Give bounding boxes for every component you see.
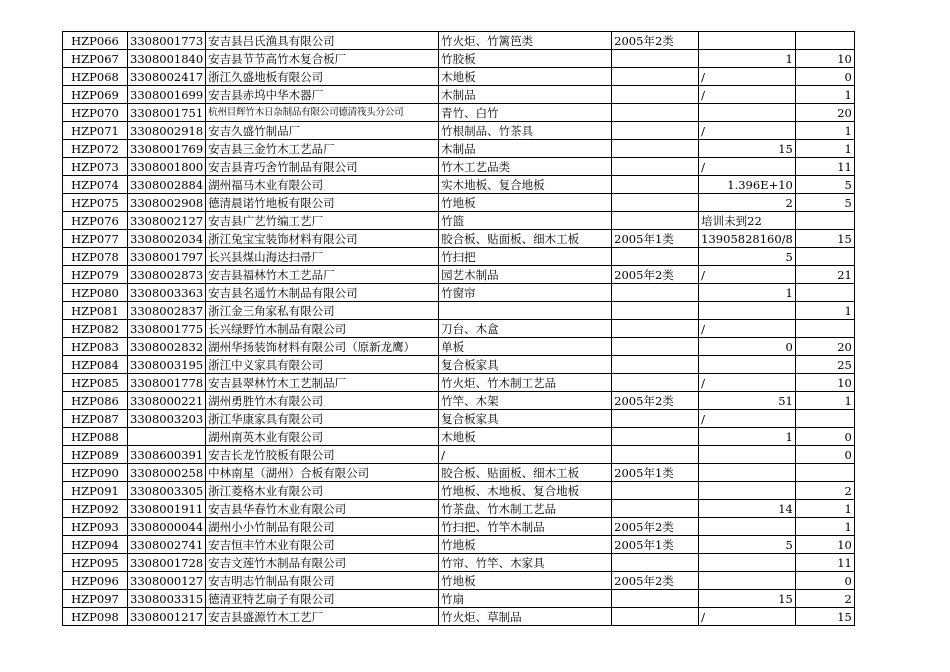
cell-id[interactable]: HZP083	[63, 338, 128, 356]
cell-product[interactable]: 复合板家具	[439, 410, 612, 428]
cell-code[interactable]: 3308001797	[128, 248, 206, 266]
cell-code[interactable]: 3308600391	[128, 446, 206, 464]
cell-name[interactable]: 湖州福马木业有限公司	[206, 176, 439, 194]
cell-e[interactable]: /	[699, 266, 796, 284]
cell-e[interactable]: 14	[699, 500, 796, 518]
cell-product[interactable]: 木制品	[439, 86, 612, 104]
cell-cls[interactable]: 2005年2类	[612, 518, 699, 536]
cell-product[interactable]: 木地板	[439, 428, 612, 446]
cell-id[interactable]: HZP078	[63, 248, 128, 266]
cell-code[interactable]: 3308000221	[128, 392, 206, 410]
table-row	[63, 392, 855, 410]
cell-code[interactable]: 3308002884	[128, 176, 206, 194]
cell-code[interactable]: 3308001769	[128, 140, 206, 158]
cell-f[interactable]	[795, 32, 854, 50]
cell-code[interactable]: 3308001840	[128, 50, 206, 68]
cell-f[interactable]: 2	[795, 482, 854, 500]
table-row	[63, 428, 855, 446]
cell-f[interactable]: 11	[795, 554, 854, 572]
table-row	[63, 338, 855, 356]
table-row	[63, 356, 855, 374]
table-row	[63, 536, 855, 554]
table-row	[63, 158, 855, 176]
cell-product[interactable]: 竹地板	[439, 572, 612, 590]
cell-id[interactable]: HZP071	[63, 122, 128, 140]
cell-name[interactable]: 安吉县华春竹木业有限公司	[206, 500, 439, 518]
cell-e[interactable]: 1.396E+10	[699, 176, 796, 194]
cell-e[interactable]	[699, 554, 796, 572]
table-row	[63, 518, 855, 536]
cell-f[interactable]	[795, 464, 854, 482]
cell-id[interactable]: HZP084	[63, 356, 128, 374]
cell-e[interactable]: /	[699, 68, 796, 86]
cell-cls[interactable]	[612, 68, 699, 86]
cell-cls[interactable]	[612, 608, 699, 626]
cell-id[interactable]: HZP077	[63, 230, 128, 248]
cell-product[interactable]: 竹扫把、竹竿木制品	[439, 518, 612, 536]
cell-cls[interactable]	[612, 446, 699, 464]
cell-e[interactable]	[699, 302, 796, 320]
cell-id[interactable]: HZP074	[63, 176, 128, 194]
cell-product[interactable]: 竹胶板	[439, 50, 612, 68]
cell-code[interactable]: 3308003195	[128, 356, 206, 374]
cell-name[interactable]: 安吉久盛竹制品厂	[206, 122, 439, 140]
cell-f[interactable]: 2	[795, 590, 854, 608]
cell-code[interactable]: 3308001699	[128, 86, 206, 104]
cell-f[interactable]	[795, 410, 854, 428]
cell-id[interactable]: HZP098	[63, 608, 128, 626]
cell-product[interactable]: 青竹、白竹	[439, 104, 612, 122]
cell-code[interactable]: 3308000127	[128, 572, 206, 590]
cell-name[interactable]: 安吉县赤坞中华木器厂	[206, 86, 439, 104]
cell-code[interactable]: 3308001778	[128, 374, 206, 392]
cell-e[interactable]: 15	[699, 140, 796, 158]
cell-code[interactable]: 3308001773	[128, 32, 206, 50]
cell-code[interactable]: 3308002034	[128, 230, 206, 248]
cell-id[interactable]: HZP094	[63, 536, 128, 554]
cell-name[interactable]: 安吉县青巧舍竹制品有限公司	[206, 158, 439, 176]
table-row	[63, 212, 855, 230]
cell-product[interactable]: 竹地板、木地板、复合地板	[439, 482, 612, 500]
table-body	[63, 32, 855, 626]
cell-name[interactable]: 浙江菱格木业有限公司	[206, 482, 439, 500]
cell-code[interactable]: 3308003315	[128, 590, 206, 608]
cell-product[interactable]: 竹地板	[439, 536, 612, 554]
cell-cls[interactable]	[612, 554, 699, 572]
table-row	[63, 572, 855, 590]
cell-e[interactable]	[699, 446, 796, 464]
cell-name[interactable]: 浙江金三角家私有限公司	[206, 302, 439, 320]
cell-code[interactable]: 3308000258	[128, 464, 206, 482]
cell-f[interactable]: 15	[795, 230, 854, 248]
table-row	[63, 590, 855, 608]
cell-f[interactable]: 10	[795, 536, 854, 554]
cell-f[interactable]: 15	[795, 608, 854, 626]
cell-code[interactable]: 3308003305	[128, 482, 206, 500]
cell-cls[interactable]	[612, 122, 699, 140]
table-row	[63, 500, 855, 518]
cell-id[interactable]: HZP088	[63, 428, 128, 446]
cell-cls[interactable]	[612, 248, 699, 266]
cell-code[interactable]: 3308003363	[128, 284, 206, 302]
cell-code[interactable]: 3308001775	[128, 320, 206, 338]
table-row	[63, 482, 855, 500]
cell-cls[interactable]	[612, 50, 699, 68]
cell-e[interactable]: 1	[699, 284, 796, 302]
cell-name[interactable]: 湖州华扬装饰材料有限公司（原新龙鹰）	[206, 338, 439, 356]
cell-id[interactable]: HZP081	[63, 302, 128, 320]
cell-cls[interactable]	[612, 140, 699, 158]
table-row	[63, 464, 855, 482]
table-row	[63, 230, 855, 248]
cell-id[interactable]: HZP092	[63, 500, 128, 518]
cell-code[interactable]: 3308002873	[128, 266, 206, 284]
table-row	[63, 32, 855, 50]
cell-name[interactable]: 安吉县名遥竹木制品有限公司	[206, 284, 439, 302]
cell-product[interactable]: 胶合板、贴面板、细木工板	[439, 464, 612, 482]
cell-product[interactable]: 竹茶盘、竹木制工艺品	[439, 500, 612, 518]
table-row	[63, 50, 855, 68]
cell-code[interactable]: 3308002832	[128, 338, 206, 356]
cell-e[interactable]: 5	[699, 536, 796, 554]
cell-cls[interactable]	[612, 284, 699, 302]
cell-name[interactable]: 湖州南英木业有限公司	[206, 428, 439, 446]
cell-name[interactable]: 安吉县广艺竹编工艺厂	[206, 212, 439, 230]
cell-product[interactable]: 木制品	[439, 140, 612, 158]
cell-product[interactable]: 竹帘、竹竿、木家具	[439, 554, 612, 572]
cell-id[interactable]: HZP093	[63, 518, 128, 536]
table-row	[63, 68, 855, 86]
table-row	[63, 284, 855, 302]
cell-cls[interactable]: 2005年1类	[612, 464, 699, 482]
cell-id[interactable]: HZP095	[63, 554, 128, 572]
cell-cls[interactable]	[612, 500, 699, 518]
cell-code[interactable]: 3308002127	[128, 212, 206, 230]
cell-name[interactable]: 浙江中义家具有限公司	[206, 356, 439, 374]
table-row	[63, 194, 855, 212]
cell-cls[interactable]	[612, 338, 699, 356]
cell-id[interactable]: HZP086	[63, 392, 128, 410]
cell-f[interactable]: 20	[795, 338, 854, 356]
cell-id[interactable]: HZP085	[63, 374, 128, 392]
cell-product[interactable]	[439, 302, 612, 320]
cell-id[interactable]: HZP076	[63, 212, 128, 230]
cell-e[interactable]: /	[699, 122, 796, 140]
cell-id[interactable]: HZP069	[63, 86, 128, 104]
cell-product[interactable]: 竹根制品、竹茶具	[439, 122, 612, 140]
cell-name[interactable]: 杭州目辉竹木日杂制品有限公司德清筏头分公司	[206, 104, 439, 122]
cell-id[interactable]: HZP089	[63, 446, 128, 464]
cell-product[interactable]: 竹木工艺品类	[439, 158, 612, 176]
cell-name[interactable]: 安吉明志竹制品有限公司	[206, 572, 439, 590]
cell-cls[interactable]	[612, 320, 699, 338]
cell-f[interactable]	[795, 212, 854, 230]
cell-f[interactable]	[795, 284, 854, 302]
cell-f[interactable]: 11	[795, 158, 854, 176]
cell-f[interactable]: 5	[795, 194, 854, 212]
cell-name[interactable]: 安吉县节节高竹木复合板厂	[206, 50, 439, 68]
cell-cls[interactable]: 2005年2类	[612, 266, 699, 284]
cell-id[interactable]: HZP097	[63, 590, 128, 608]
cell-f[interactable]: 0	[795, 446, 854, 464]
table-row	[63, 104, 855, 122]
cell-id[interactable]: HZP067	[63, 50, 128, 68]
cell-cls[interactable]	[612, 212, 699, 230]
cell-name[interactable]: 浙江华康家具有限公司	[206, 410, 439, 428]
cell-cls[interactable]	[612, 302, 699, 320]
cell-f[interactable]: 1	[795, 302, 854, 320]
cell-id[interactable]: HZP090	[63, 464, 128, 482]
cell-cls[interactable]: 2005年1类	[612, 536, 699, 554]
cell-name[interactable]: 德清亚特艺扇子有限公司	[206, 590, 439, 608]
cell-f[interactable]: 1	[795, 500, 854, 518]
cell-f[interactable]: 5	[795, 176, 854, 194]
cell-name[interactable]: 安吉恒丰竹木业有限公司	[206, 536, 439, 554]
cell-product[interactable]: 实木地板、复合地板	[439, 176, 612, 194]
cell-f[interactable]	[795, 320, 854, 338]
cell-e[interactable]	[699, 32, 796, 50]
cell-name[interactable]: 安吉县翠林竹木工艺制品厂	[206, 374, 439, 392]
cell-cls[interactable]	[612, 428, 699, 446]
cell-e[interactable]: /	[699, 410, 796, 428]
cell-product[interactable]: 竹火炬、竹篱笆类	[439, 32, 612, 50]
cell-code[interactable]: 3308001911	[128, 500, 206, 518]
cell-product[interactable]: 竹火炬、竹木制工艺品	[439, 374, 612, 392]
table-row	[63, 122, 855, 140]
cell-f[interactable]: 20	[795, 104, 854, 122]
cell-name[interactable]: 湖州勇胜竹木有限公司	[206, 392, 439, 410]
cell-id[interactable]: HZP080	[63, 284, 128, 302]
cell-e[interactable]: /	[699, 320, 796, 338]
cell-name[interactable]: 德清晨诺竹地板有限公司	[206, 194, 439, 212]
cell-id[interactable]: HZP070	[63, 104, 128, 122]
cell-cls[interactable]	[612, 590, 699, 608]
cell-f[interactable]: 10	[795, 50, 854, 68]
cell-code[interactable]: 3308001751	[128, 104, 206, 122]
table-row	[63, 410, 855, 428]
cell-e[interactable]: 15	[699, 590, 796, 608]
cell-e[interactable]: 0	[699, 338, 796, 356]
cell-e[interactable]	[699, 518, 796, 536]
cell-f[interactable]: 1	[795, 518, 854, 536]
cell-code[interactable]: 3308002417	[128, 68, 206, 86]
cell-f[interactable]: 0	[795, 428, 854, 446]
cell-cls[interactable]	[612, 410, 699, 428]
cell-product[interactable]: /	[439, 446, 612, 464]
cell-name[interactable]: 湖州小小竹制品有限公司	[206, 518, 439, 536]
cell-id[interactable]: HZP082	[63, 320, 128, 338]
cell-f[interactable]: 21	[795, 266, 854, 284]
cell-name[interactable]: 中林南星（湖州）合板有限公司	[206, 464, 439, 482]
table-row	[63, 248, 855, 266]
cell-code[interactable]: 3308002908	[128, 194, 206, 212]
cell-e[interactable]: 2	[699, 194, 796, 212]
cell-code[interactable]: 3308002918	[128, 122, 206, 140]
cell-product[interactable]: 竹篮	[439, 212, 612, 230]
cell-product[interactable]: 竹扇	[439, 590, 612, 608]
cell-name[interactable]: 长兴绿野竹木制品有限公司	[206, 320, 439, 338]
cell-e[interactable]: 培训未到22	[699, 212, 796, 230]
cell-cls[interactable]: 2005年2类	[612, 32, 699, 50]
cell-cls[interactable]: 2005年1类	[612, 230, 699, 248]
cell-product[interactable]: 刀台、木盒	[439, 320, 612, 338]
table-row	[63, 374, 855, 392]
cell-f[interactable]: 1	[795, 392, 854, 410]
data-table	[62, 31, 855, 626]
cell-name[interactable]: 浙江兔宝宝装饰材料有限公司	[206, 230, 439, 248]
table-row	[63, 302, 855, 320]
cell-cls[interactable]	[612, 482, 699, 500]
cell-e[interactable]: /	[699, 158, 796, 176]
cell-f[interactable]: 10	[795, 374, 854, 392]
cell-code[interactable]: 3308000044	[128, 518, 206, 536]
cell-code[interactable]	[128, 428, 206, 446]
cell-id[interactable]: HZP068	[63, 68, 128, 86]
cell-name[interactable]: 浙江久盛地板有限公司	[206, 68, 439, 86]
cell-f[interactable]: 0	[795, 68, 854, 86]
cell-id[interactable]: HZP066	[63, 32, 128, 50]
cell-cls[interactable]	[612, 194, 699, 212]
table-row	[63, 266, 855, 284]
cell-id[interactable]: HZP091	[63, 482, 128, 500]
cell-code[interactable]: 3308001800	[128, 158, 206, 176]
cell-product[interactable]: 复合板家具	[439, 356, 612, 374]
cell-name[interactable]: 安吉长龙竹胶板有限公司	[206, 446, 439, 464]
cell-id[interactable]: HZP075	[63, 194, 128, 212]
cell-cls[interactable]	[612, 158, 699, 176]
cell-e[interactable]	[699, 464, 796, 482]
cell-code[interactable]: 3308002741	[128, 536, 206, 554]
cell-id[interactable]: HZP079	[63, 266, 128, 284]
table-row	[63, 320, 855, 338]
cell-cls[interactable]: 2005年2类	[612, 572, 699, 590]
table-row	[63, 554, 855, 572]
cell-f[interactable]: 0	[795, 572, 854, 590]
cell-cls[interactable]	[612, 104, 699, 122]
cell-product[interactable]: 竹扫把	[439, 248, 612, 266]
cell-id[interactable]: HZP096	[63, 572, 128, 590]
cell-cls[interactable]: 2005年2类	[612, 392, 699, 410]
cell-id[interactable]: HZP087	[63, 410, 128, 428]
cell-e[interactable]	[699, 572, 796, 590]
cell-product[interactable]: 单板	[439, 338, 612, 356]
table-row	[63, 86, 855, 104]
cell-e[interactable]: /	[699, 608, 796, 626]
cell-f[interactable]: 1	[795, 86, 854, 104]
cell-name[interactable]: 安吉文莲竹木制品有限公司	[206, 554, 439, 572]
cell-product[interactable]: 竹竿、木架	[439, 392, 612, 410]
cell-code[interactable]: 3308001728	[128, 554, 206, 572]
cell-code[interactable]: 3308002837	[128, 302, 206, 320]
cell-e[interactable]: 1	[699, 428, 796, 446]
cell-name[interactable]: 安吉县三金竹木工艺品厂	[206, 140, 439, 158]
cell-name[interactable]: 安吉县福林竹木工艺品厂	[206, 266, 439, 284]
cell-name[interactable]: 安吉县盛源竹木工艺厂	[206, 608, 439, 626]
cell-code[interactable]: 3308001217	[128, 608, 206, 626]
cell-product[interactable]: 胶合板、贴面板、细木工板	[439, 230, 612, 248]
table-row	[63, 446, 855, 464]
cell-e[interactable]: 1	[699, 50, 796, 68]
cell-f[interactable]: 1	[795, 122, 854, 140]
cell-product[interactable]: 木地板	[439, 68, 612, 86]
cell-product[interactable]: 竹窗帘	[439, 284, 612, 302]
cell-id[interactable]: HZP072	[63, 140, 128, 158]
cell-cls[interactable]	[612, 356, 699, 374]
cell-cls[interactable]	[612, 86, 699, 104]
table-row	[63, 140, 855, 158]
cell-e[interactable]: /	[699, 86, 796, 104]
table-row	[63, 176, 855, 194]
cell-cls[interactable]	[612, 374, 699, 392]
cell-f[interactable]: 25	[795, 356, 854, 374]
cell-name[interactable]: 长兴县煤山海达扫帚厂	[206, 248, 439, 266]
cell-product[interactable]: 园艺木制品	[439, 266, 612, 284]
cell-e[interactable]: 5	[699, 248, 796, 266]
cell-e[interactable]: 51	[699, 392, 796, 410]
cell-e[interactable]	[699, 482, 796, 500]
cell-e[interactable]	[699, 104, 796, 122]
cell-e[interactable]: /	[699, 374, 796, 392]
cell-f[interactable]	[795, 248, 854, 266]
cell-code[interactable]: 3308003203	[128, 410, 206, 428]
cell-product[interactable]: 竹地板	[439, 194, 612, 212]
cell-product[interactable]: 竹火炬、草制品	[439, 608, 612, 626]
cell-id[interactable]: HZP073	[63, 158, 128, 176]
cell-cls[interactable]	[612, 176, 699, 194]
cell-name[interactable]: 安吉县吕氏渔具有限公司	[206, 32, 439, 50]
cell-f[interactable]: 1	[795, 140, 854, 158]
cell-e[interactable]: 13905828160/8	[699, 230, 796, 248]
table-row	[63, 608, 855, 626]
cell-e[interactable]	[699, 356, 796, 374]
